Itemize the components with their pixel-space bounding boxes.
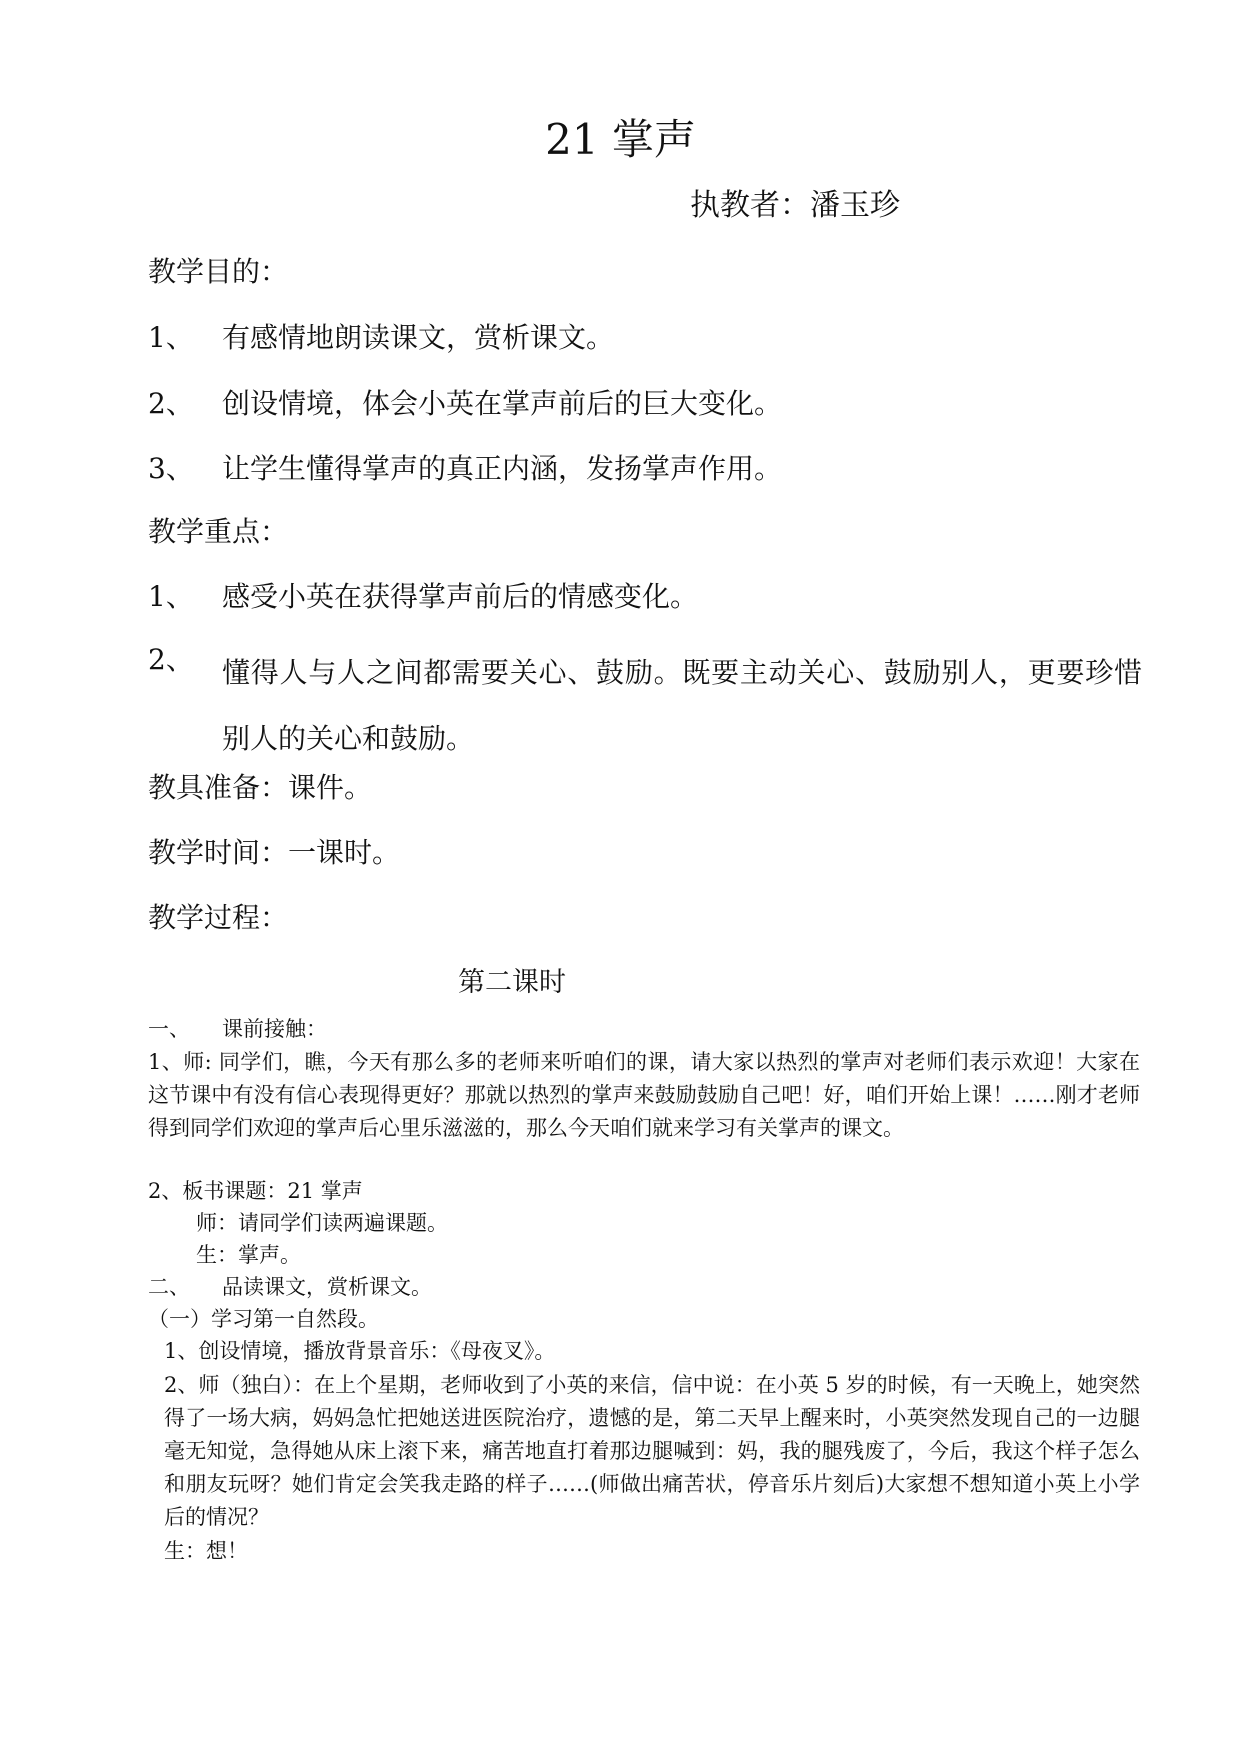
objective-text: 创设情境，体会小英在掌声前后的巨大变化。	[222, 387, 783, 420]
objectives-heading: 教学目的：	[148, 255, 289, 288]
subsection-heading: （一）学习第一自然段。	[148, 1307, 379, 1331]
key-points-heading: 教学重点：	[148, 515, 289, 548]
board-title-line: 2、板书课题：21 掌声	[148, 1179, 363, 1203]
section-title: 品读课文，赏析课文。	[222, 1275, 432, 1299]
process-heading: 教学过程：	[148, 901, 289, 934]
objective-text: 让学生懂得掌声的真正内涵，发扬掌声作用。	[222, 452, 783, 485]
student-reply: 生：想！	[164, 1539, 248, 1563]
key-point-text: 感受小英在获得掌声前后的情感变化。	[222, 580, 699, 613]
key-point-number: 1、	[148, 580, 194, 613]
monologue-paragraph: 2、师（独白）：在上个星期，老师收到了小英的来信，信中说：在小英 5 岁的时候，有一天晚上，她突然得了一场大病，妈妈急忙把她送进医院治疗，遗憾的是，第二天早上醒来时，小英突然发现自己的一边腿毫无知觉，急得她从床上滚下来，痛苦地直打着那边腿喊到：妈，我的腿残废了，今后，我这个样子怎么和朋友玩呀？她们肯定会笑我走路的样子……(师做出痛苦状，停音乐片刻后)大家想不想知道小英上小学后的情况？	[164, 1373, 1140, 1529]
teacher-line: 执教者：潘玉珍	[690, 188, 900, 223]
section-heading	[148, 1014, 327, 1044]
section1-paragraph: 1、师: 同学们，瞧，今天有那么多的老师来听咱们的课，请大家以热烈的掌声对老师们表示欢迎！大家在这节课中有没有信心表现得更好？那就以热烈的掌声来鼓励鼓励自己吧！好，咱们开始上课！……刚才老师得到同学们欢迎的掌声后心里乐滋滋的，那么今天咱们就来学习有关掌声的课文。	[148, 1050, 1140, 1140]
step-item	[164, 1369, 1140, 1539]
key-point-text: 懂得人与人之间都需要关心、鼓励。既要主动关心、鼓励别人，更要珍惜别人的关心和鼓励。	[222, 656, 1142, 755]
objective-text: 有感情地朗读课文，赏析课文。	[222, 321, 615, 354]
section-number: 二、	[148, 1275, 190, 1299]
step-item: 1、创设情境，播放背景音乐：《母夜叉》。	[164, 1339, 556, 1363]
key-point-number: 2、	[148, 643, 194, 676]
objective-number: 2、	[148, 387, 194, 420]
lesson-title: 第二课时	[458, 967, 566, 998]
section-title: 课前接触：	[222, 1017, 327, 1041]
time-line: 教学时间：一课时。	[148, 836, 401, 869]
document-title: 21 掌声	[545, 115, 696, 164]
section-number: 一、	[148, 1017, 190, 1041]
student-reply: 生：掌声。	[196, 1243, 301, 1267]
teacher-instruction: 师：请同学们读两遍课题。	[196, 1211, 448, 1235]
key-point-item	[148, 640, 1148, 780]
objective-number: 3、	[148, 452, 194, 485]
section-heading	[148, 1272, 432, 1302]
objective-number: 1、	[148, 321, 194, 354]
materials-line: 教具准备：课件。	[148, 771, 373, 804]
